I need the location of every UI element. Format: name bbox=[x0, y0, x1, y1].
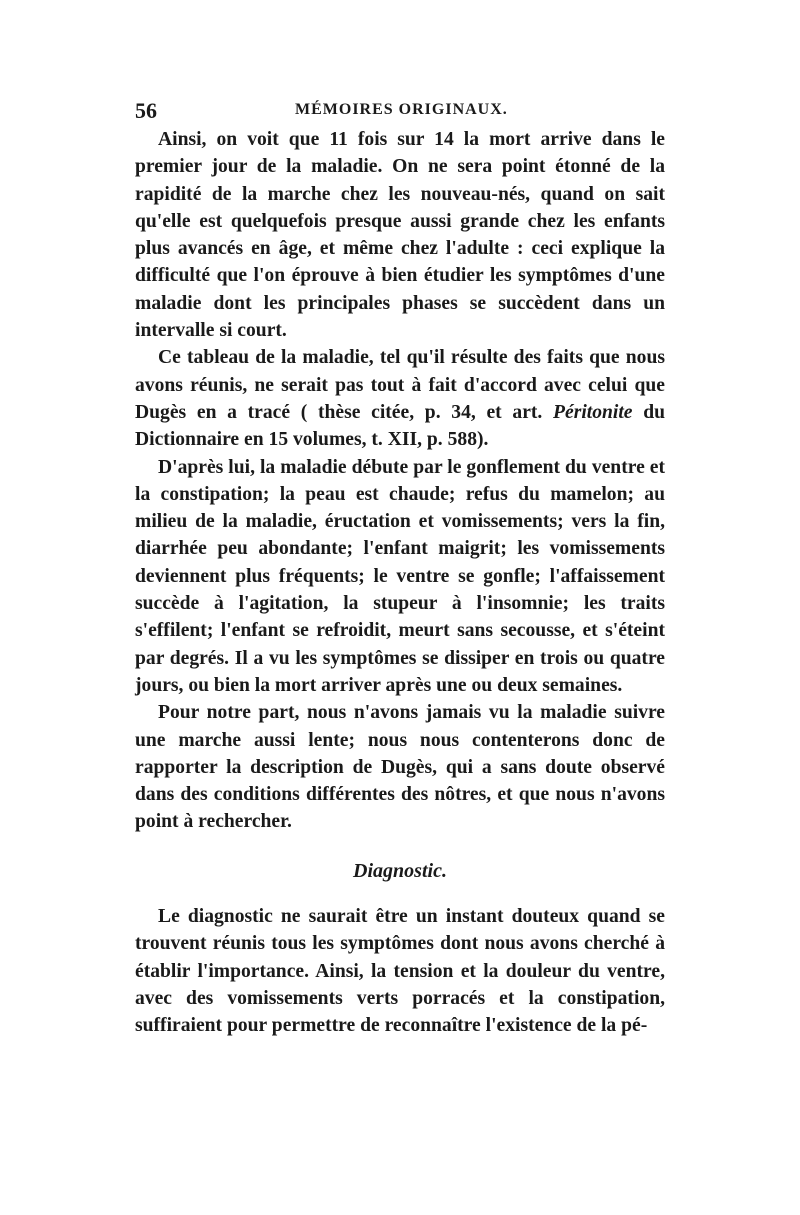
paragraph-4: Pour notre part, nous n'avons jamais vu la maladie suivre une marche aussi lente; nous nous contenterons donc de rapporter la description de Dugès, qui a sans doute observé dans des conditions différentes des nôtres, et que nous n'avons point à rechercher. bbox=[135, 702, 665, 833]
peritonite-italic: Péritonite bbox=[553, 401, 633, 423]
page-header bbox=[135, 98, 660, 126]
paragraph-2-text-start: Ce tableau de la maladie, tel qu'il résulte des faits que nous avons réunis, ne serait pas tout à fait d'accord avec celui que Dugès en a tracé ( thèse citée, p. 34, et art. bbox=[135, 347, 665, 423]
page-number: 56 bbox=[135, 98, 157, 123]
paragraph-2-text-end: du Dictionnaire en 15 volumes, t. XII, p. 588). bbox=[135, 401, 665, 451]
paragraph-2 bbox=[135, 344, 665, 453]
running-head: MÉMOIRES ORIGINAUX. bbox=[295, 101, 508, 118]
section-title-diagnostic: Diagnostic. bbox=[353, 859, 447, 882]
paragraph-1: Ainsi, on voit que 11 fois sur 14 la mort arrive dans le premier jour de la maladie. On ne sera point étonné de la rapidité de la marche chez les nouveau-nés, quand on sait qu'elle est quelquefois presque aussi grande chez les enfants plus avancés en âge, et même chez l'adulte : ceci explique la difficulté que l'on éprouve à bien étudier les symptômes d'une maladie dont les principales phases se succèdent dans un intervalle si court. bbox=[135, 129, 665, 342]
body-text bbox=[135, 126, 665, 1040]
paragraph-3: D'après lui, la maladie débute par le gonflement du ventre et la constipation; la peau est chaude; refus du mamelon; au milieu de la maladie, éructation et vomissements; vers la fin, diarrhée peu abondante; l'enfant maigrit; les vomissements deviennent plus fréquents; le ventre se gonfle; l'affaissement succède à l'agitation, la stupeur à l'insomnie; les traits s'effilent; l'enfant se refroidit, meurt sans secousse, et s'éteint par degrés. Il a vu les symptômes se dissiper en trois ou quatre jours, ou bien la mort arriver après une ou deux semaines. bbox=[135, 456, 665, 696]
paragraph-5: Le diagnostic ne saurait être un instant douteux quand se trouvent réunis tous les symptômes dont nous avons cherché à établir l'importance. Ainsi, la tension et la douleur du ventre, avec des vomissements verts porracés et la constipation, suffiraient pour permettre de reconnaître l'existence de la pé- bbox=[135, 906, 665, 1037]
